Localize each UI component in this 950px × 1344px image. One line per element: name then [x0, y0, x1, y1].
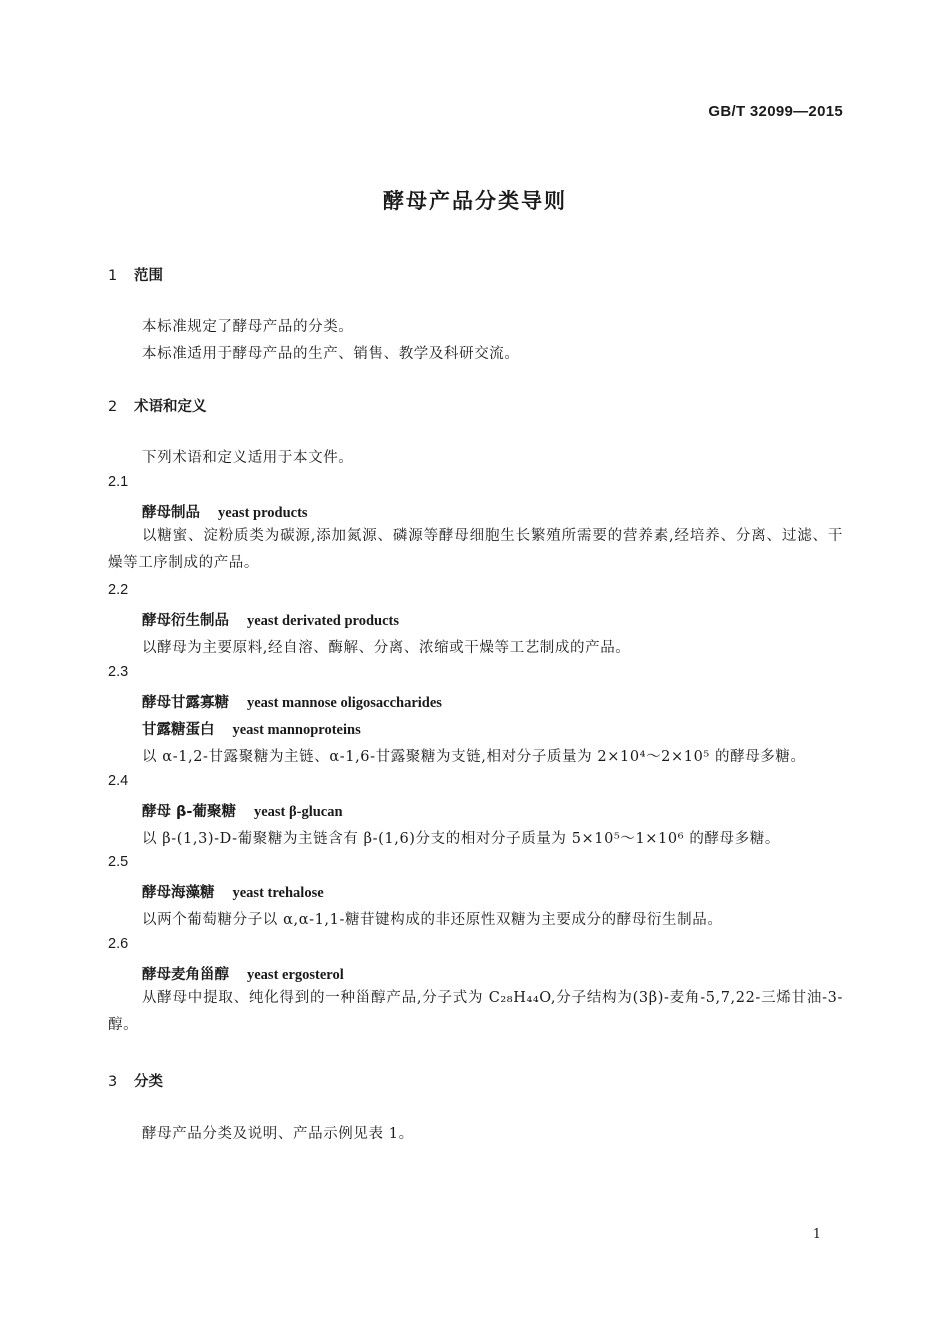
term-en: yeast trehalose	[232, 885, 324, 901]
page-number: 1	[812, 1227, 821, 1242]
term-en: yeast products	[218, 505, 308, 521]
paragraph: 本标准规定了酵母产品的分类。	[142, 319, 354, 335]
term-definition: 以 α-1,2-甘露聚糖为主链、α-1,6-甘露聚糖为支链,相对分子质量为 2×10⁴～2×10⁵ 的酵母多糖。	[142, 749, 806, 765]
term-zh: 酵母 β-葡聚糖	[142, 804, 236, 820]
clause-number: 2.5	[108, 854, 129, 870]
term-definition: 以两个葡萄糖分子以 α,α-1,1-糖苷键构成的非还原性双糖为主要成分的酵母衍生制品。	[142, 912, 723, 928]
term-en: yeast mannoproteins	[232, 722, 361, 738]
clause-number: 2.4	[108, 773, 129, 789]
section-number: 2	[108, 399, 118, 415]
term-2-3	[142, 691, 442, 712]
term-definition: 以酵母为主要原料,经自溶、酶解、分离、浓缩或干燥等工艺制成的产品。	[142, 640, 631, 656]
term-definition: 从酵母中提取、纯化得到的一种甾醇产品,分子式为 C₂₈H₄₄O,分子结构为(3β)-麦角-5,7,22-三烯甘油-3-醇。	[108, 990, 843, 1033]
section-number: 3	[108, 1074, 118, 1090]
term-zh: 酵母海藻糖	[142, 885, 215, 901]
page-title: 酵母产品分类导则	[383, 189, 567, 213]
standard-code: GB/T 32099—2015	[708, 103, 843, 120]
term-definition: 以糖蜜、淀粉质类为碳源,添加氮源、磷源等酵母细胞生长繁殖所需要的营养素,经培养、分离、过滤、干燥等工序制成的产品。	[108, 528, 843, 571]
clause-number: 2.3	[108, 664, 129, 680]
clause-number: 2.2	[108, 582, 129, 598]
term-zh: 酵母制品	[142, 505, 200, 521]
term-2-2	[142, 609, 399, 630]
section-2-heading	[108, 395, 207, 416]
term-en: yeast β-glucan	[253, 804, 343, 820]
term-definition: 以 β-(1,3)-D-葡聚糖为主链含有 β-(1,6)分支的相对分子质量为 5×10⁵～1×10⁶ 的酵母多糖。	[142, 831, 780, 847]
term-en: yeast ergosterol	[247, 967, 344, 983]
term-zh: 酵母甘露寡糖	[142, 695, 229, 711]
clause-number: 2.1	[108, 474, 129, 490]
paragraph: 本标准适用于酵母产品的生产、销售、教学及科研交流。	[142, 346, 520, 362]
term-2-1	[142, 501, 308, 522]
section-number: 1	[108, 268, 118, 284]
term-zh: 酵母衍生制品	[142, 613, 229, 629]
term-en: yeast derivated products	[247, 613, 399, 629]
section-title: 分类	[134, 1074, 163, 1090]
section-3-heading	[108, 1070, 163, 1091]
section-title: 术语和定义	[134, 399, 207, 415]
term-2-4	[142, 800, 343, 821]
clause-number: 2.6	[108, 936, 129, 952]
section-title: 范围	[134, 268, 163, 284]
term-2-5	[142, 881, 324, 902]
section-1-heading	[108, 264, 163, 285]
paragraph: 酵母产品分类及说明、产品示例见表 1。	[142, 1126, 414, 1142]
term-2-6	[142, 963, 344, 984]
paragraph: 下列术语和定义适用于本文件。	[142, 450, 354, 466]
term-en: yeast mannose oligosaccharides	[247, 695, 442, 711]
term-zh: 酵母麦角甾醇	[142, 967, 229, 983]
term-2-3-synonym	[142, 718, 361, 739]
term-zh: 甘露糖蛋白	[142, 722, 215, 738]
